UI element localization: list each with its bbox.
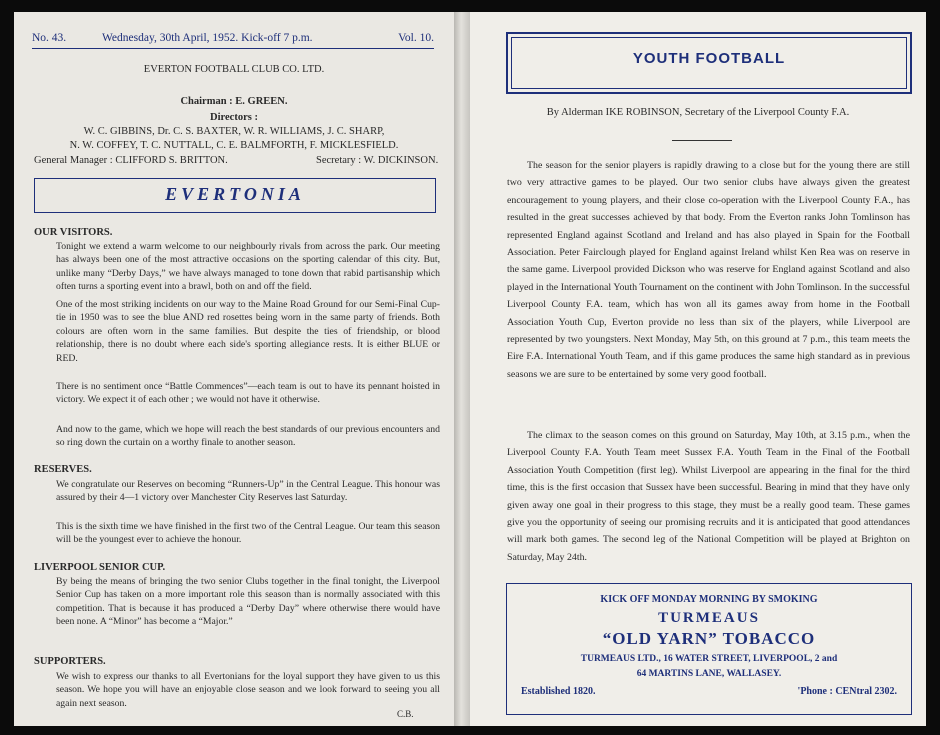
ad-address-1: TURMEAUS LTD., 16 WATER STREET, LIVERPOOL, 2 and (580, 654, 838, 664)
byline-rule (672, 140, 732, 141)
club-name: EVERTON FOOTBALL CLUB CO. LTD. (143, 64, 325, 75)
visitors-paragraph-2: One of the most striking incidents on our way to the Maine Road Ground for our Semi-Final Cup-tie in 1950 was to see the blue AND red rosettes being worn in the same party of friends. Both colours are often worn in the same families. But despite the ties of friendship, or blood relationship, there is no doubt where each side's sporting allegiance rests. It is either BLUE or RED. (56, 299, 440, 364)
evertonia-title-box (34, 178, 436, 213)
section-heading-reserves: RESERVES. (34, 464, 92, 475)
visitors-paragraph-4: And now to the game, which we hope will reach the best standards of our previous encounters and so ring down the curtain on a worthy finale to another season. (56, 424, 440, 449)
ad-address-2: 64 MARTINS LANE, WALLASEY. (636, 669, 782, 679)
youth-football-title-box (506, 32, 912, 94)
senior-cup-paragraph: By being the means of bringing the two senior Clubs together in the final tonight, the Liverpool Senior Cup has taken on a more important role this season than is normally associated with this competition. That is because it has produced a “Derby Day” where otherwise there would have been none. A “Minor” has become a “Major.” (56, 576, 440, 628)
ad-line-1: KICK OFF MONDAY MORNING BY SMOKING (600, 594, 818, 605)
chairman: Chairman : E. GREEN. (180, 96, 288, 107)
visitors-paragraph-1: Tonight we extend a warm welcome to our neighbourly rivals from across the park. Our meeting has always been one of the most attractive occasions on the sporting calendar of this city. But, unlike many “Derby Days,” we have always managed to tone down that rabid partisanship which often turns a sporting event into a brawl, both on and off the field. (56, 241, 440, 293)
byline: By Alderman IKE ROBINSON, Secretary of the Liverpool County F.A. (546, 107, 850, 118)
visitors-paragraph-3: There is no sentiment once “Battle Commences”—each team is out to have its pennant hoisted in victory. We expect it of each other ; we would not have it otherwise. (56, 381, 440, 406)
section-heading-supporters: SUPPORTERS. (34, 656, 106, 667)
ad-phone: 'Phone : CENtral 2302. (797, 686, 897, 697)
section-heading-senior-cup: LIVERPOOL SENIOR CUP. (34, 562, 166, 573)
directors-label: Directors : (210, 112, 258, 123)
reserves-paragraph-1: We congratulate our Reserves on becoming “Runners-Up” in the Central League. This honour was assured by their 4—1 victory over Manchester City Reserves last Saturday. (56, 479, 440, 504)
directors-line-2: N. W. COFFEY, T. C. NUTTALL, C. E. BALMFORTH, F. MICKLESFIELD. (69, 140, 399, 151)
ad-product: “OLD YARN” TOBACCO (602, 629, 816, 648)
secretary: Secretary : W. DICKINSON. (316, 155, 439, 166)
ad-established: Established 1820. (521, 686, 596, 697)
tobacco-advertisement (506, 583, 912, 715)
general-manager: General Manager : CLIFFORD S. BRITTON. (34, 155, 228, 166)
signature: C.B. (397, 709, 414, 719)
youth-paragraph-1: The season for the senior players is rapidly drawing to a close but for the young there are still two very attractive games to be played. Our two senior clubs have always given the greatest encouragement to young players, and their close co-operation with the Liverpool County F.A., has resulted in the great successes achieved by that body. From the Everton ranks John Tomlinson has represented England against Scotland and Ireland and has also played in Spain for the Football Association. Peter Fairclough played for England against Ireland whilst Ken Rea was on reserve in the same game. Liverpool provided Dickson who was reserve for England against Scotland and also played in the International Youth Tournament on the continent with John Tomlinson. In the successful Liverpool County F.A. team, which has won all its games away from home in the Football Association Youth Cup, Everton provide no less than six of the players, while Liverpool are represented by two youngsters. Next Monday, May 5th, on this ground at 7 p.m., this team meets the Eire F.A. International Youth Team, and if this game produces the same high standard as in previous seasons we are sure to be entertained by some very good football. (507, 160, 910, 380)
youth-paragraph-2: The climax to the season comes on this ground on Saturday, May 10th, at 3.15 p.m., when the Liverpool County F.A. Youth Team meet Sussex F.A. Youth Team in the Final of the Football Association Youth Competition (first leg). Whilst Liverpool are appearing in the final for the third time, this is the first occasion that Sussex have been successful. Bearing in mind that they have only given away one goal in their progress to this stage, they must be a really good team. These games give you the opportunity of seeing our promising recruits and it is anticipated that good attendances will mark both games. The second leg of the National Competition will be played at Brighton on Saturday, May 24th. (507, 430, 910, 563)
directors-line-1: W. C. GIBBINS, Dr. C. S. BAXTER, W. R. WILLIAMS, J. C. SHARP, (83, 126, 385, 137)
youth-football-title: YOUTH FOOTBALL (632, 50, 786, 67)
evertonia-title: EVERTONIA (165, 184, 305, 204)
ad-brand: TURMEAUS (658, 610, 760, 626)
left-page (14, 12, 454, 726)
header-rule (32, 48, 434, 49)
issue-number: No. 43. (32, 32, 67, 44)
issue-date-line: Wednesday, 30th April, 1952. Kick-off 7 p.m. (102, 32, 313, 44)
right-page (470, 12, 926, 726)
reserves-paragraph-2: This is the sixth time we have finished in the first two of the Central League. Our team this season will be the youngest ever to achieve the honour. (56, 521, 440, 546)
section-heading-visitors: OUR VISITORS. (34, 227, 113, 238)
volume-number: Vol. 10. (398, 32, 434, 44)
supporters-paragraph: We wish to express our thanks to all Evertonians for the loyal support they have given to us this season. We hope you will have an enjoyable close season and we look forward to seeing you all again next season. (56, 671, 440, 709)
page-gutter (454, 12, 470, 726)
